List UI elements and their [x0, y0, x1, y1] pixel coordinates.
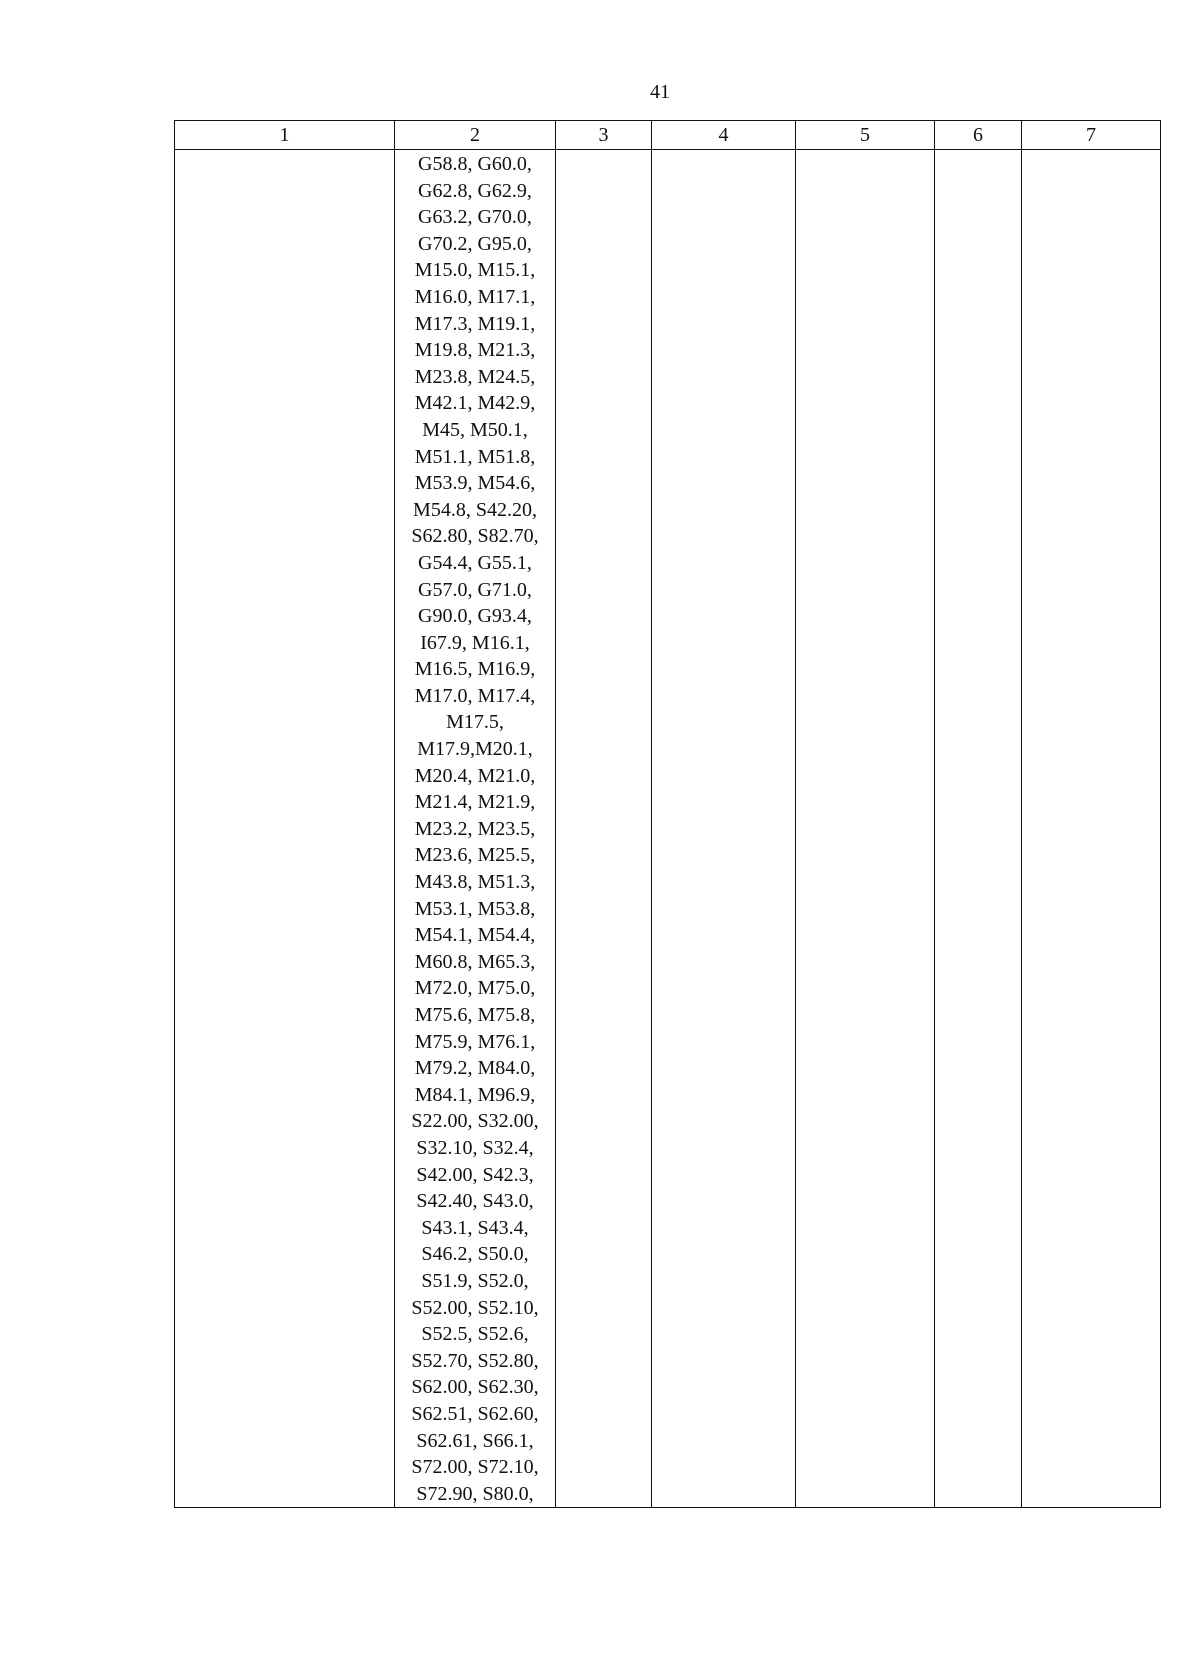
code-line: G58.8, G60.0,	[418, 153, 532, 175]
code-line: S72.00, S72.10,	[411, 1456, 539, 1479]
code-line: M72.0, M75.0,	[414, 977, 536, 1000]
code-line: M21.4, M21.9,	[414, 791, 536, 814]
column-header-7: 7	[1022, 121, 1161, 150]
code-line: M23.2, M23.5,	[414, 817, 536, 840]
code-line: M54.8, S42.20,	[413, 498, 537, 521]
code-line: S42.00, S42.3,	[416, 1163, 534, 1186]
column-header-1: 1	[175, 121, 395, 150]
column-header-5: 5	[796, 121, 935, 150]
column-header-4: 4	[652, 121, 796, 150]
code-line: M42.1, M42.9,	[414, 392, 536, 415]
code-line: M51.1, M51.8,	[414, 445, 536, 468]
cell-col-4	[652, 150, 796, 1508]
code-line: G57.0, G71.0,	[418, 578, 532, 601]
code-line: M23.8, M24.5,	[414, 365, 536, 388]
code-line: G63.2, G70.0,	[418, 206, 532, 229]
code-line: S52.5, S52.6,	[421, 1323, 529, 1346]
code-line: S32.10, S32.4,	[416, 1136, 534, 1159]
code-line: M19.8, M21.3,	[414, 339, 536, 362]
code-line: S62.00, S62.30,	[411, 1376, 539, 1399]
cell-col-5	[796, 150, 935, 1508]
code-line: G90.0, G93.4,	[418, 605, 532, 628]
code-line: M15.0, M15.1,	[414, 259, 536, 282]
code-line: S62.80, S82.70,	[411, 525, 539, 548]
page-number: 41	[650, 81, 670, 103]
code-line: M17.5,	[446, 711, 504, 734]
code-line: M53.9, M54.6,	[414, 472, 536, 495]
column-header-3: 3	[556, 121, 652, 150]
column-header-6: 6	[935, 121, 1022, 150]
code-line: M54.1, M54.4,	[414, 924, 536, 947]
column-header-2: 2	[395, 121, 556, 150]
code-line: M75.6, M75.8,	[414, 1004, 536, 1026]
code-line: S62.61, S66.1,	[416, 1429, 534, 1452]
code-line: I67.9, M16.1,	[420, 631, 530, 654]
cell-col-7	[1022, 150, 1161, 1508]
code-line: M17.9,M20.1,	[417, 738, 533, 761]
code-line: M16.0, M17.1,	[414, 285, 536, 308]
data-table	[174, 120, 1161, 1508]
code-line: M20.4, M21.0,	[414, 764, 536, 787]
cell-col-6	[935, 150, 1022, 1508]
table-row	[175, 150, 1161, 1508]
header-row	[175, 121, 1161, 150]
code-line: G70.2, G95.0,	[418, 232, 532, 255]
code-line: S52.70, S52.80,	[411, 1349, 539, 1372]
code-line: S52.00, S52.10,	[411, 1296, 539, 1319]
code-line: M16.5, M16.9,	[414, 658, 536, 681]
code-line: M43.8, M51.3,	[414, 871, 536, 894]
code-line: S46.2, S50.0,	[421, 1243, 529, 1266]
code-line: S51.9, S52.0,	[421, 1269, 529, 1292]
code-line: S72.90, S80.0,	[416, 1482, 534, 1505]
code-line: S42.40, S43.0,	[416, 1190, 534, 1213]
code-line: G54.4, G55.1,	[418, 551, 532, 574]
code-line: M45, M50.1,	[422, 418, 528, 441]
code-line: S43.1, S43.4,	[421, 1216, 529, 1239]
code-line: M23.6, M25.5,	[414, 844, 536, 867]
cell-col-3	[556, 150, 652, 1508]
code-line: M60.8, M65.3,	[414, 950, 536, 973]
code-line: M17.3, M19.1,	[414, 312, 536, 335]
code-line: M53.1, M53.8,	[414, 897, 536, 920]
code-line: M84.1, M96.9,	[414, 1083, 536, 1106]
code-line: G62.8, G62.9,	[418, 179, 532, 202]
codes-cell	[395, 150, 556, 1508]
code-line: M75.9, M76.1,	[414, 1030, 536, 1053]
code-line: M79.2, M84.0,	[414, 1057, 536, 1080]
code-line: M17.0, M17.4,	[414, 684, 536, 707]
code-line: S22.00, S32.00,	[411, 1110, 539, 1133]
code-line: S62.51, S62.60,	[411, 1402, 539, 1425]
cell-col-1	[175, 150, 395, 1508]
